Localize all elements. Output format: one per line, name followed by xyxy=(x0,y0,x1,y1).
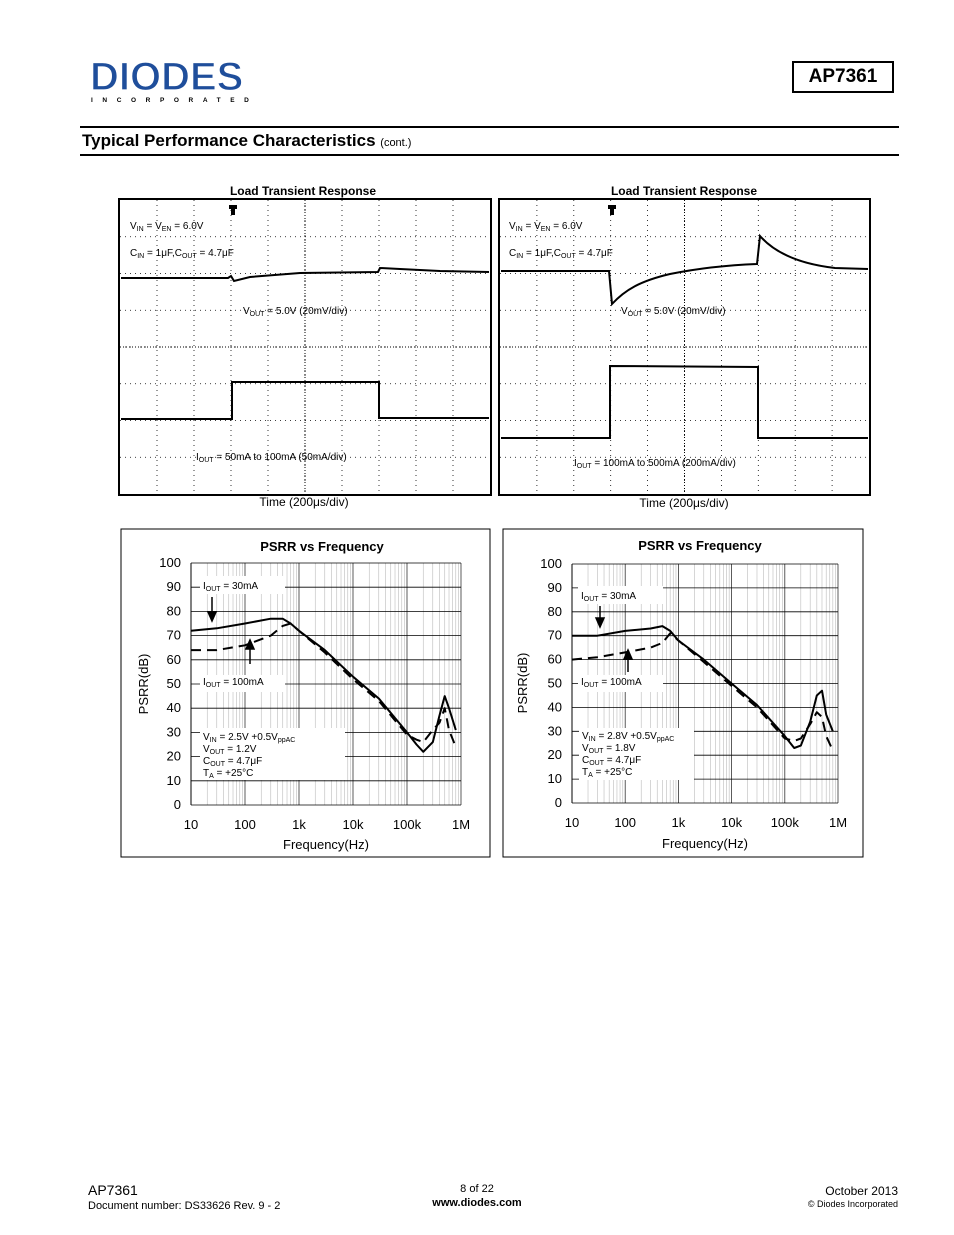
psrr-ytick-label: 30 xyxy=(166,724,181,740)
psrr-ytick-label: 20 xyxy=(166,748,181,764)
psrr-left-title: PSRR vs Frequency xyxy=(260,539,384,554)
psrr-right-title: PSRR vs Frequency xyxy=(638,538,762,553)
transient-right-vout: $V_{OUT} = 5.0V$ (20mV/div) xyxy=(621,306,726,318)
psrr-right-label-30mA: $I_{OUT} = 30mA$ xyxy=(581,591,637,603)
transient-left-cond2: $C_{IN} = 1\mu F,C_{OUT} = 4.7\mu F$ xyxy=(130,248,234,260)
psrr-right-cond1: $V_{IN} = 2.8V +0.5V_{ppAC}$ xyxy=(582,731,675,743)
psrr-left-ylabel: PSRR(dB) xyxy=(136,653,151,715)
psrr-right-cond2: $V_{OUT} = 1.8V$ xyxy=(582,743,636,755)
psrr-ytick-label: 90 xyxy=(166,579,181,595)
psrr-ytick-label: 60 xyxy=(547,651,562,667)
transient-right-cond1: $V_{IN} = V_{EN} = 6.0V$ xyxy=(509,221,583,233)
psrr-right-cond4: $T_A = +25^\circ C$ xyxy=(582,767,633,779)
logo-subtext: INCORPORATED xyxy=(91,97,259,104)
psrr-xtick-label: 1k xyxy=(671,815,686,830)
footer-website-link[interactable]: www.diodes.com xyxy=(432,1197,522,1209)
psrr-ytick-label: 80 xyxy=(547,603,562,619)
footer-part-number: AP7361 xyxy=(88,1182,138,1198)
psrr-ytick-label: 0 xyxy=(554,795,562,810)
psrr-xtick-label: 10 xyxy=(183,817,199,832)
transient-right-title: Load Transient Response xyxy=(610,184,758,198)
transient-left-cond1: $V_{IN} = V_{EN} = 6.0V$ xyxy=(130,221,204,233)
psrr-ytick-label: 10 xyxy=(166,772,181,788)
psrr-left-label-30mA: $I_{OUT} = 30mA$ xyxy=(203,581,259,593)
psrr-xtick-label: 10k xyxy=(342,817,364,832)
psrr-ytick-label: 10 xyxy=(547,771,562,787)
section-cont: (cont.) xyxy=(380,137,412,149)
section-title-text: Typical Performance Characteristics xyxy=(82,131,376,150)
psrr-left-cond3: $C_{OUT} = 4.7\mu F$ xyxy=(203,756,263,768)
transient-left-title: Load Transient Response xyxy=(229,184,377,198)
psrr-xtick-label: 100k xyxy=(392,817,422,832)
footer-copyright: © Diodes Incorporated xyxy=(807,1199,898,1209)
psrr-ytick-label: 100 xyxy=(159,555,181,570)
transient-left-iout: $I_{OUT} = 50mA$ to 100mA (50mA/div) xyxy=(196,452,347,464)
transient-left xyxy=(119,184,491,509)
transient-right-iout: $I_{OUT} = 100mA$ to 500mA (200mA/div) xyxy=(574,458,736,470)
psrr-ytick-label: 40 xyxy=(166,700,181,716)
footer-page-number: 8 of 22 xyxy=(460,1183,494,1195)
transient-right-xlabel: Time (200μs/div) xyxy=(639,496,729,510)
psrr-xtick-label: 10 xyxy=(564,815,580,830)
psrr-ytick-label: 50 xyxy=(547,675,562,691)
psrr-xtick-label: 100 xyxy=(234,817,256,832)
psrr-ytick-label: 70 xyxy=(547,627,562,643)
psrr-ytick-label: 20 xyxy=(547,747,562,763)
psrr-left-cond2: $V_{OUT} = 1.2V$ xyxy=(203,744,257,756)
psrr-right-xlabel: Frequency(Hz) xyxy=(662,836,748,851)
psrr-xtick-label: 1M xyxy=(828,815,848,830)
psrr-ytick-label: 80 xyxy=(166,603,181,619)
psrr-ytick-label: 60 xyxy=(166,651,181,667)
psrr-ytick-label: 90 xyxy=(547,579,562,595)
footer-date: October 2013 xyxy=(825,1184,898,1198)
transient-left-vout: $V_{OUT} = 5.0V$ (20mV/div) xyxy=(243,306,348,318)
psrr-xtick-label: 100k xyxy=(770,815,799,830)
logo-text: DIODES xyxy=(90,56,244,99)
transient-right xyxy=(499,184,870,510)
psrr-right-cond3: $C_{OUT} = 4.7\mu F$ xyxy=(582,755,642,767)
psrr-xtick-label: 1M xyxy=(451,817,471,832)
psrr-ytick-label: 100 xyxy=(540,556,562,571)
psrr-left-xlabel: Frequency(Hz) xyxy=(283,837,369,852)
psrr-ytick-label: 30 xyxy=(547,723,562,739)
footer-document-number: Document number: DS33626 Rev. 9 - 2 xyxy=(88,1200,281,1212)
psrr-right-chart xyxy=(503,529,863,857)
part-number: AP7361 xyxy=(808,66,878,87)
psrr-xtick-label: 10k xyxy=(721,815,743,830)
psrr-ytick-label: 40 xyxy=(547,699,562,715)
psrr-xtick-label: 1k xyxy=(292,817,306,832)
transient-left-xlabel: Time (200μs/div) xyxy=(259,495,349,509)
psrr-right-ylabel: PSRR(dB) xyxy=(515,652,530,714)
psrr-left-cond1: $V_{IN} = 2.5V +0.5V_{ppAC}$ xyxy=(203,732,296,744)
psrr-left-label-100mA: $I_{OUT} = 100mA$ xyxy=(203,677,264,689)
transient-right-cond2: $C_{IN} = 1\mu F,C_{OUT} = 4.7\mu F$ xyxy=(509,248,613,260)
psrr-left-cond4: $T_A = +25^\circ C$ xyxy=(203,768,254,780)
psrr-xtick-label: 100 xyxy=(614,815,637,830)
psrr-ytick-label: 0 xyxy=(173,797,181,812)
psrr-ytick-label: 50 xyxy=(166,676,181,691)
psrr-right-label-100mA: $I_{OUT} = 100mA$ xyxy=(581,677,642,689)
psrr-left-chart xyxy=(121,529,490,857)
psrr-ytick-label: 70 xyxy=(166,627,181,643)
